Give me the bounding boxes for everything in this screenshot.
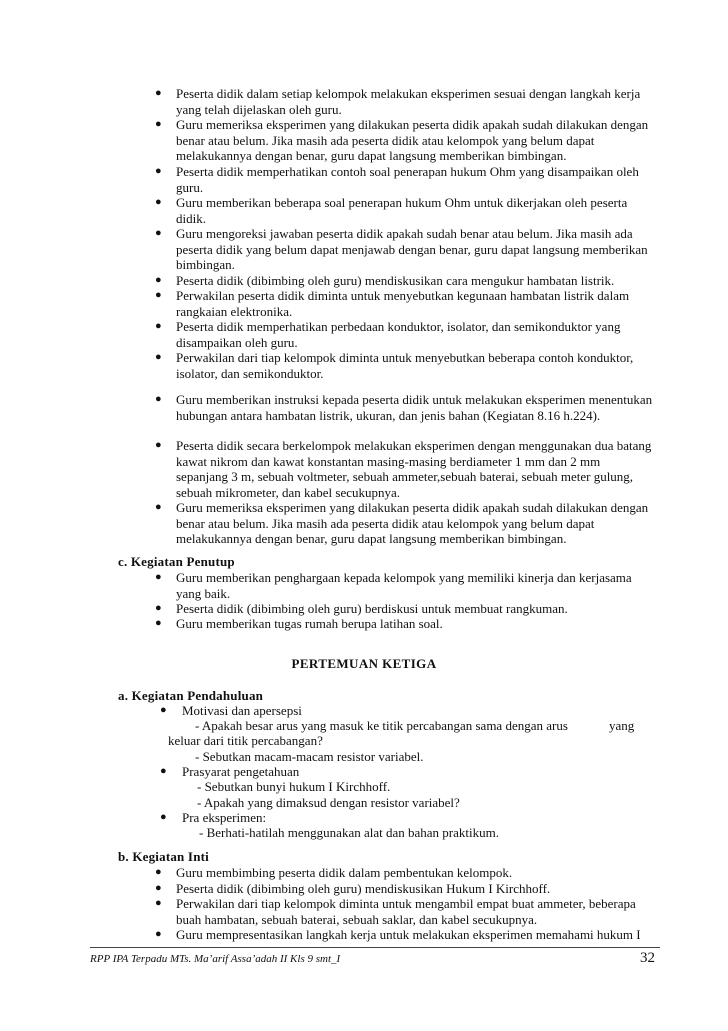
bullet-icon: ● [155,882,162,894]
section-heading: a. Kegiatan Pendahuluan [118,688,264,703]
list-item: ● Guru memberikan instruksi kepada peserta didik untuk melakukan eksperimen menentukan hubungan antara hambatan listrik, ukuran, dan jenis bahan (Kegiatan 8.16 h.224). [155,392,653,423]
list-item: ● Peserta didik memperhatikan contoh soal penerapan hukum Ohm yang disampaikan oleh guru. [155,164,639,195]
list-item: ● Peserta didik memperhatikan perbedaan konduktor, isolator, dan semikonduktor yang disampaikan oleh guru. [155,319,621,350]
bullet-icon: ● [155,274,162,286]
meeting-title: PERTEMUAN KETIGA [291,656,437,671]
bullet-icon: ● [155,617,162,629]
question-item-continuation: yang [609,718,635,733]
list-item: ● Guru membimbing peserta didik dalam pembentukan kelompok. [155,865,513,880]
bullet-icon: ● [155,351,162,363]
bullet-icon: ● [155,118,162,130]
bullet-icon: ● [155,320,162,332]
question-item: - Sebutkan bunyi hukum I Kirchhoff. [197,779,391,794]
question-item: - Apakah yang dimaksud dengan resistor variabel? [197,795,460,810]
list-item: ● Guru memeriksa eksperimen yang dilakukan peserta didik apakah sudah dilakukan dengan benar atau belum. Jika masih ada peserta didik atau kelompok yang belum dapat melakukannya dengan benar, guru dapat langsung memberikan bimbingan. [155,117,649,164]
list-item: ● Guru memeriksa eksperimen yang dilakukan peserta didik apakah sudah dilakukan dengan benar atau belum. Jika masih ada peserta didik atau kelompok yang belum dapat melakukannya dengan benar, guru dapat langsung memberikan bimbingan. [155,500,649,547]
bullet-icon: ● [160,765,167,777]
page-number: 32 [640,950,655,966]
list-item: ● Peserta didik dalam setiap kelompok melakukan eksperimen sesuai dengan langkah kerja yang telah dijelaskan oleh guru. [155,86,641,117]
bullet-icon: ● [155,928,162,940]
list-item: ● Perwakilan peserta didik diminta untuk menyebutkan kegunaan hambatan listrik dalam rangkaian elektronika. [155,288,630,319]
footer-divider [90,947,660,948]
list-item: ● Perwakilan dari tiap kelompok diminta untuk mengambil empat buat ammeter, beberapa buah hambatan, sebuah baterai, sebuah saklar, dan kabel secukupnya. [155,896,636,927]
question-item: - Berhati-hatilah menggunakan alat dan bahan praktikum. [199,825,499,840]
bullet-icon: ● [155,897,162,909]
bullet-icon: ● [155,393,162,405]
footer-text: RPP IPA Terpadu MTs. Ma’arif Assa’adah II Kls 9 smt_I [90,953,341,965]
question-item: - Sebutkan macam-macam resistor variabel. [195,749,424,764]
section-heading: b. Kegiatan Inti [118,849,209,864]
question-item-continuation: keluar dari titik percabangan? [168,733,323,748]
list-item: ● Peserta didik (dibimbing oleh guru) mendiskusikan Hukum I Kirchhoff. [155,881,551,896]
list-item: ● Perwakilan dari tiap kelompok diminta untuk menyebutkan beberapa contoh konduktor, isolator, dan semikonduktor. [155,350,634,381]
section-heading: c. Kegiatan Penutup [118,554,235,569]
list-item: ● Guru memberikan tugas rumah berupa latihan soal. [155,616,443,631]
sub-heading: Prasyarat pengetahuan [182,764,300,779]
question-item: - Apakah besar arus yang masuk ke titik percabangan sama dengan arus [195,718,568,733]
bullet-icon: ● [155,87,162,99]
bullet-icon: ● [155,165,162,177]
bullet-icon: ● [155,439,162,451]
list-item: ● Peserta didik (dibimbing oleh guru) mendiskusikan cara mengukur hambatan listrik. [155,273,615,288]
bullet-icon: ● [155,866,162,878]
list-item: ● Peserta didik secara berkelompok melakukan eksperimen dengan menggunakan dua batang kawat nikrom dan kawat konstantan masing-masing berdiameter 1 mm dan 2 mm sepanjang 3 m, sebuah voltmeter, sebuah ammeter,sebuah baterai, sebuah meter gulung, sebuah mikrometer, dan kabel secukupnya. [155,438,652,500]
list-item: ● Guru mempresentasikan langkah kerja untuk melakukan eksperimen memahami hukum I [155,927,641,942]
list-item: ● Guru memberikan penghargaan kepada kelompok yang memiliki kinerja dan kerjasama yang baik. [155,570,632,601]
list-item: ● Guru memberikan beberapa soal penerapan hukum Ohm untuk dikerjakan oleh peserta didik. [155,195,628,226]
list-item: ● Peserta didik (dibimbing oleh guru) berdiskusi untuk membuat rangkuman. [155,601,568,616]
bullet-icon: ● [155,289,162,301]
bullet-icon: ● [155,227,162,239]
bullet-icon: ● [155,196,162,208]
sub-heading: Motivasi dan apersepsi [182,703,302,718]
bullet-icon: ● [155,571,162,583]
bullet-icon: ● [155,501,162,513]
bullet-icon: ● [160,704,167,716]
sub-heading: Pra eksperimen: [182,810,267,825]
bullet-icon: ● [155,602,162,614]
bullet-icon: ● [160,811,167,823]
list-item: ● Guru mengoreksi jawaban peserta didik apakah sudah benar atau belum. Jika masih ada peserta didik yang belum dapat menjawab dengan benar, guru dapat langsung memberikan bimbingan. [155,226,648,273]
